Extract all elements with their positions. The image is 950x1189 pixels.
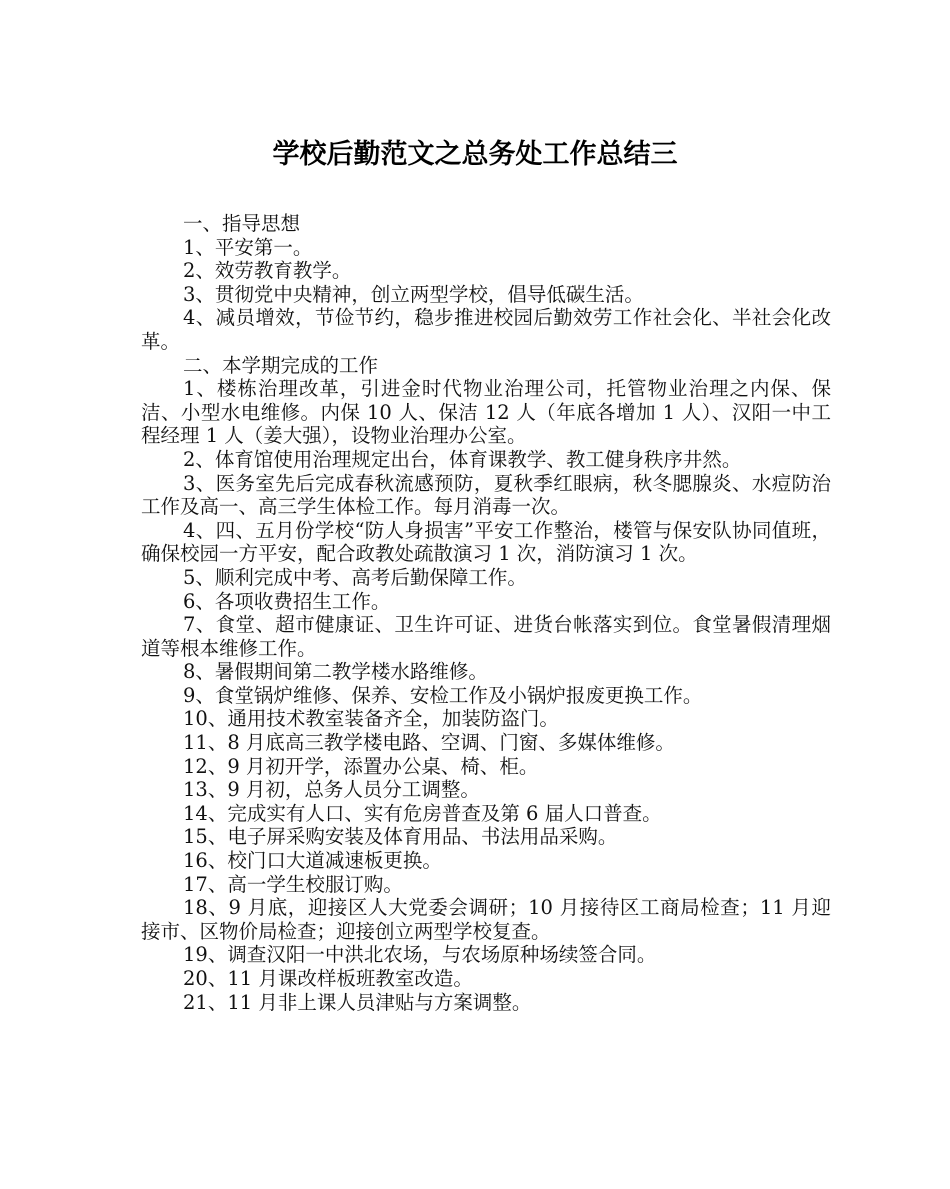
work-item-12: 12、9 月初开学，添置办公桌、椅、柜。: [183, 754, 539, 778]
work-item-14: 14、完成实有人口、实有危房普查及第 6 届人口普查。: [183, 801, 662, 825]
work-item-16: 16、校门口大道减速板更换。: [183, 849, 442, 873]
guiding-item-1: 1、平安第一。: [183, 235, 313, 259]
work-item-6: 6、各项收费招生工作。: [183, 589, 391, 613]
document-body: [141, 212, 831, 1014]
guiding-item-4: 4、减员增效，节俭节约，稳步推进校园后勤效劳工作社会化、半社会化改革。: [141, 306, 831, 353]
section-heading-completed-work: 二、本学期完成的工作: [183, 353, 379, 377]
guiding-item-2: 2、效劳教育教学。: [183, 259, 352, 283]
work-item-5: 5、顺利完成中考、高考后勤保障工作。: [183, 565, 527, 589]
work-item-20: 20、11 月课改样板班教室改造。: [183, 967, 473, 990]
section-heading-guiding-ideology: 一、指导思想: [183, 212, 301, 235]
work-item-10: 10、通用技术教室装备齐全，加装防盗门。: [183, 707, 559, 731]
work-item-9: 9、食堂锅炉维修、保养、安检工作及小锅炉报废更换工作。: [183, 683, 703, 707]
work-item-4: 4、四、五月份学校“防人身损害”平安工作整治，楼管与保安队协同值班，确保校园一方平安，配合政教处疏散演习 1 次，消防演习 1 次。: [141, 518, 831, 566]
document-title: 学校后勤范文之总务处工作总结三: [272, 139, 678, 170]
work-item-19: 19、调查汉阳一中洪北农场，与农场原种场续签合同。: [183, 943, 657, 967]
work-item-18: 18、9 月底，迎接区人大党委会调研；10 月接待区工商局检查；11 月迎接市、区物价局检查；迎接创立两型学校复查。: [141, 896, 831, 943]
work-item-8: 8、暑假期间第二教学楼水路维修。: [183, 660, 488, 684]
work-item-11: 11、8 月底高三教学楼电路、空调、门窗、多媒体维修。: [183, 731, 675, 755]
work-item-7: 7、食堂、超市健康证、卫生许可证、进货台帐落实到位。食堂暑假清理烟道等根本维修工作。: [141, 613, 831, 660]
guiding-item-3: 3、贯彻党中央精神，创立两型学校，倡导低碳生活。: [183, 282, 644, 306]
work-item-21: 21、11 月非上课人员津贴与方案调整。: [183, 990, 532, 1014]
work-item-3: 3、医务室先后完成春秋流感预防，夏秋季红眼病，秋冬腮腺炎、水痘防治工作及高一、高三学生体检工作。每月消毒一次。: [141, 471, 831, 519]
work-item-17: 17、高一学生校服订购。: [183, 872, 403, 896]
work-item-1: 1、楼栋治理改革，引进金时代物业治理公司，托管物业治理之内保、保洁、小型水电维修。内保 10 人、保洁 12 人（年底各增加 1 人）、汉阳一中工程经理 1 人（姜大强），设物业治理办公室。: [141, 377, 831, 448]
work-item-2: 2、体育馆使用治理规定出台，体育课教学、教工健身秩序井然。: [183, 447, 742, 471]
work-item-15: 15、电子屏采购安装及体育用品、书法用品采购。: [183, 825, 618, 849]
work-item-13: 13、9 月初，总务人员分工调整。: [183, 778, 480, 802]
